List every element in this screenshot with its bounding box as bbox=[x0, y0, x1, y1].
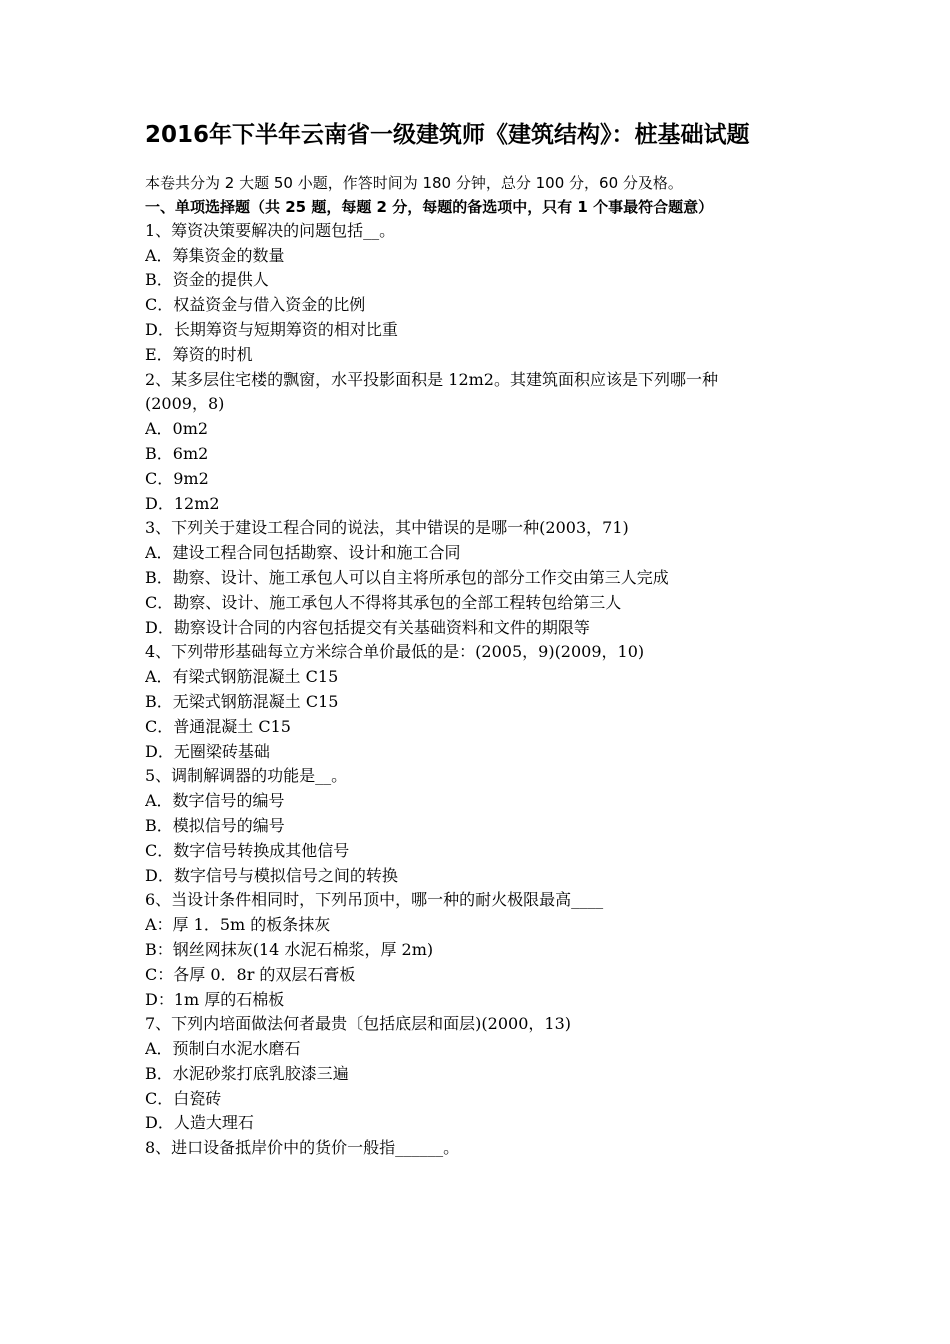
question-line: 7、下列内培面做法何者最贵〔包括底层和面层)(2000，13) bbox=[145, 1014, 571, 1034]
exam-intro: 本卷共分为 2 大题 50 小题，作答时间为 180 分钟，总分 100 分，60 分及格。 bbox=[145, 174, 683, 192]
option-line: A．0m2 bbox=[145, 419, 209, 439]
question-line: (2009，8) bbox=[145, 394, 225, 414]
option-line: B．6m2 bbox=[145, 443, 209, 463]
option-line: A．数字信号的编号 bbox=[145, 791, 285, 811]
option-line: E．筹资的时机 bbox=[145, 344, 253, 364]
question-line: 2、某多层住宅楼的飘窗，水平投影面积是 12m2。其建筑面积应该是下列哪一种 bbox=[145, 369, 718, 389]
option-line: C．9m2 bbox=[145, 468, 209, 488]
option-line: B：钢丝网抹灰(14 水泥石棉浆，厚 2m) bbox=[145, 939, 434, 959]
option-line: D．12m2 bbox=[145, 493, 220, 513]
option-line: D．长期筹资与短期筹资的相对比重 bbox=[145, 319, 398, 339]
option-line: B．水泥砂浆打底乳胶漆三遍 bbox=[145, 1063, 349, 1083]
option-line: A．筹集资金的数量 bbox=[145, 245, 285, 265]
option-line: C．勘察、设计、施工承包人不得将其承包的全部工程转包给第三人 bbox=[145, 592, 622, 612]
option-line: D．无圈梁砖基础 bbox=[145, 741, 270, 761]
question-line: 5、调制解调器的功能是__。 bbox=[145, 766, 348, 786]
option-line: C．普通混凝土 C15 bbox=[145, 716, 291, 736]
option-line: D．勘察设计合同的内容包括提交有关基础资料和文件的期限等 bbox=[145, 617, 590, 637]
option-line: B．模拟信号的编号 bbox=[145, 815, 285, 835]
document-title: 2016年下半年云南省一级建筑师《建筑结构》：桩基础试题 bbox=[145, 122, 750, 148]
option-line: B．无梁式钢筋混凝土 C15 bbox=[145, 691, 339, 711]
question-line: 1、筹资决策要解决的问题包括__。 bbox=[145, 220, 396, 240]
option-line: C：各厚 0．8r 的双层石膏板 bbox=[145, 964, 356, 984]
option-line: C．权益资金与借入资金的比例 bbox=[145, 295, 366, 315]
section-heading: 一、单项选择题（共 25 题，每题 2 分，每题的备选项中，只有 1 个事最符合题意） bbox=[145, 197, 714, 216]
document-body bbox=[145, 171, 815, 1161]
question-line: 3、下列关于建设工程合同的说法，其中错误的是哪一种(2003，71) bbox=[145, 518, 629, 538]
option-line: A．建设工程合同包括勘察、设计和施工合同 bbox=[145, 543, 461, 563]
option-line: D：1m 厚的石棉板 bbox=[145, 989, 285, 1009]
option-line: A．有梁式钢筋混凝土 C15 bbox=[145, 667, 339, 687]
option-line: B．勘察、设计、施工承包人可以自主将所承包的部分工作交由第三人完成 bbox=[145, 567, 669, 587]
option-line: D．数字信号与模拟信号之间的转换 bbox=[145, 865, 398, 885]
option-line: A．预制白水泥水磨石 bbox=[145, 1039, 301, 1059]
option-line: C．数字信号转换成其他信号 bbox=[145, 840, 350, 860]
option-line: A：厚 1．5m 的板条抹灰 bbox=[145, 915, 331, 935]
option-line: B．资金的提供人 bbox=[145, 270, 269, 290]
option-line: C．白瓷砖 bbox=[145, 1088, 222, 1108]
question-line: 8、进口设备抵岸价中的货价一般指______。 bbox=[145, 1138, 460, 1158]
question-line: 6、当设计条件相同时，下列吊顶中，哪一种的耐火极限最高____ bbox=[145, 890, 604, 910]
option-line: D．人造大理石 bbox=[145, 1113, 254, 1133]
question-line: 4、下列带形基础每立方米综合单价最低的是：(2005，9)(2009，10) bbox=[145, 642, 645, 662]
